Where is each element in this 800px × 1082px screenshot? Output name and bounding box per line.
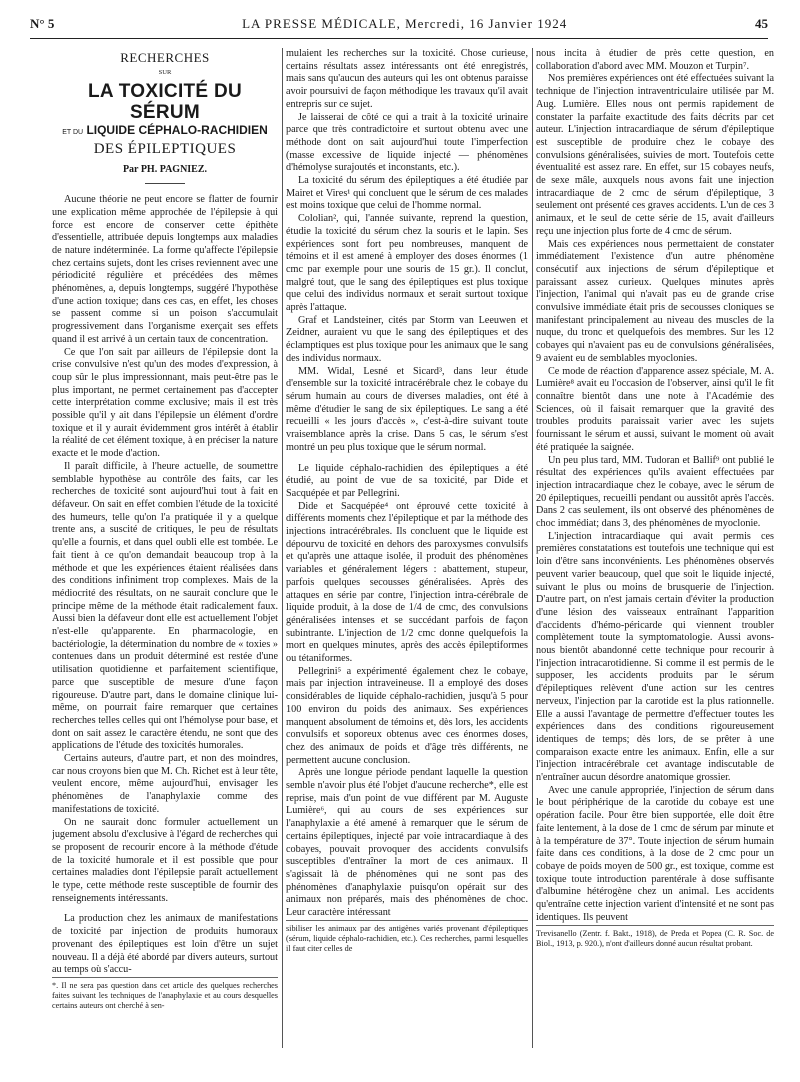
issue-number: N° 5 [30, 16, 55, 31]
footnote: *. Il ne sera pas question dans cet article des quelques recherches faites suivant les techniques de l'anaphylaxie et au cours desquelles certains auteurs ont cherché à sen- [52, 977, 278, 1011]
heading-rule [145, 183, 185, 184]
paragraph: Dide et Sacquépée⁴ ont éprouvé cette toxicité à différents moments chez l'épileptique et par la méthode des injections intracérébrales. Ils concluent que le liquide est dépourvu de toxicité en dehors des paroxysmes convulsifs et qu'après une attaque isolée, il produit des phénomènes variables et généralement légers : abattement, stupeur, parfois quelques secousses généralisées. Après des attaques en série par contre, l'injection intra-cérébrale de liquide produit, à la dose de 1/4 de cmc, des convulsions généralisées intenses et se succédant parfois de façon subintrante. L'injection de 1/2 cmc donne quelquefois la mort en quelques minutes, après des accès épileptiformes ou tétaniformes. [286, 500, 528, 665]
column-divider [282, 48, 283, 1048]
footnote: Trevisanello (Zentr. f. Bakt., 1918), de Preda et Popea (C. R. Soc. de Biol., 1913, p. 920.), n'ont d'ailleurs donné aucun résultat probant. [536, 925, 774, 949]
paragraph: Certains auteurs, d'autre part, et non des moindres, car nous croyons bien que M. Ch. Richet est à leur tête, veulent encore, même aujourd'hui, envisager les phénomènes de l'anaphylaxie comme des manifestations de toxicité. [52, 753, 278, 815]
article-sur: SUR [158, 68, 172, 76]
paragraph: Après une longue période pendant laquelle la question semble n'avoir plus été l'objet d'aucune recherche*, elle est reprise, mais d'un point de vue différent par M. Auguste Lumière⁶, qui au cours de ses expériences sur l'anaphylaxie a été amené à remarquer que le sérum de certains épileptiques, injecté par voie intracardiaque à des cobayes, pouvait provoquer des accidents convulsifs susceptibles d'entraîner la mort de ces animaux. Il s'agissait là de phénomènes qui ne sont pas des phénomènes d'anaphylaxie puisqu'on opérait sur des animaux non préparés, mais des phénomènes de choc. Leur caractère intéressant [286, 767, 528, 919]
paragraph: L'injection intracardiaque qui avait permis ces premières constatations est toutefois une technique qui est loin d'être sans inconvénients. Les phénomènes observés peuvent varier beaucoup, quel que soit le liquide injecté, suivant le plus ou moins de brusquerie de l'injection. D'autre part, on n'est jamais certain d'éviter la production d'une lésion des vaisseaux entraînant l'apparition d'accidents d'hémo-péricarde qui viennent troubler complètement toute la symptomatologie. Aussi avons-nous bientôt abandonné cette technique pour recourir à l'injection intracarotidienne. Si comme il est permis de le supposer, les accidents produits par le sérum d'épileptiques relèvent d'une action sur les centres nerveux, l'injection par la carotide est la plus rationnelle. Elle a aussi l'avantage de permettre d'effectuer toutes les expériences dans des conditions rigoureusement identiques de temps; dès lors, de se prêter à une comparaison exacte entre les animaux. Enfin, elle a sur l'injection intracérébrale cet avantage indiscutable de n'entraîner aucun désordre anatomique grossier. [536, 530, 774, 784]
column-3 [536, 48, 774, 1068]
paragraph: Ce mode de réaction d'apparence assez spéciale, M. A. Lumière⁸ avait eu l'occasion de l'observer, ainsi qu'il le fit connaître bientôt dans une note à l'Académie des Sciences, où il faisait remarquer que la gravité des troubles produits paraissait varier avec les sujets fournissant le sérum et aussi, suivant le moment où avait été pratiquée la saignée. [536, 365, 774, 453]
column-2 [286, 48, 528, 1068]
article-title-liquide: LIQUIDE CÉPHALO-RACHIDIEN [86, 123, 268, 138]
paragraph: On ne saurait donc formuler actuellement un jugement absolu d'exclusive à l'égard de recherches qui se proposent de recourir encore à la méthode d'étude de la toxicité humorale et il est possible que pour certaines maladies dont l'épilepsie paraît actuellement le type, cette méthode reste susceptible de fournir des renseignements intéressants. [52, 816, 278, 904]
article-title-sub [52, 123, 278, 140]
paragraph: Avec une canule appropriée, l'injection de sérum dans le bout périphérique de la carotide du cobaye est une opération facile. Pour être bien supportée, elle doit être faite lentement, à la dose de 1 cmc de sérum par minute et à la température de 37°. Toute injection de sérum humain faite dans ces conditions, à la dose de 2 cmc pour un cobaye de poids moyen de 500 gr., est toxique, comme est toxique toute introduction parentérale à dose suffisante d'albumine hétérogène chez un animal. Les accidents qu'entraîne cette injection varient d'intensité et ne sont pas identiques. Ils peuvent [536, 784, 774, 923]
paragraph: Je laisserai de côté ce qui a trait à la toxicité urinaire parce que très contradictoire et surtout obtenu avec une méthode dont on sait aujourd'hui toute l'imperfection (masse excessive de liquide injecté — phénomènes d'hémolyse surajoutés et inconstants, etc.). [286, 111, 528, 174]
page-number: 45 [754, 16, 768, 31]
paragraph: Mais ces expériences nous permettaient de constater immédiatement l'existence d'un autre phénomène consécutif aux injections de sérum d'épileptique et paraissant assez curieux. Quelques minutes après l'injection, l'animal qui n'avait pas eu de grande crise convulsive immédiate était pris de secousses cloniques se manifestant principalement au niveau des muscles de la nuque, du tronc et quelquefois des membres. Sur les 12 cobayes qui n'avaient pas eu de convulsions généralisées, 9 avaient eu de semblables myoclonies. [536, 238, 774, 364]
column-1 [52, 48, 278, 1068]
issue-date: , Mercredi, 16 Janvier 1924 [396, 16, 568, 31]
paragraph: Ce que l'on sait par ailleurs de l'épilepsie dont la crise convulsive n'est qu'un des modes d'expression, à coup sûr le plus impressionnant, mais peut-être pas le plus important, ne permet certainement pas d'accepter cette interprétation comme exclusive; mais il est très possible qu'il y ait dans l'épilepsie un élément d'ordre toxique et il y aurait évidemment gros intérêt à établir la réalité de cet élément toxique, à en préciser la nature exacte et le mode d'action. [52, 346, 278, 460]
paragraph: Il paraît difficile, à l'heure actuelle, de soumettre semblable hypothèse au contrôle des faits, car les recherches de toxicité sont aujourd'hui tout à fait en défaveur. On sait en effet combien l'étude de la toxicité des humeurs, telle qu'on l'a pratiquée il y a quelque trente ans, a suscité de critiques, le peu de résultats qu'elle a fournis, et dans quel oubli elle est tombée. Le fait tient à ce qu'on demandait beaucoup trop à la méthode et que les expériences étaient réalisées dans des conditions infiniment trop complexes. Mais de la médiocrité des résultats, on ne saurait conclure que le principe même de la méthode était radicalement faux. Aussi bien la défaveur dont elle est actuellement l'objet n'est-elle qu'apparente. En pharmacologie, en bactériologie, la détermination du nombre de « toxies » contenues dans un produit déterminé est restée d'une utilisation quotidienne et parfaitement scientifique, parce que susceptible de mesure d'une façon rigoureuse. D'autre part, dans le domaine clinique lui-même, on pourrait faire remarquer que certaines recherches telles celles qui ont l'hémolyse pour base, et dont on sait assez le caractère étendu, ne sont que des applications de l'étude des toxicités humorales. [52, 460, 278, 752]
header-rule [30, 38, 768, 39]
paragraph: Cololian², qui, l'année suivante, reprend la question, étudie la toxicité du sérum chez la souris et le lapin. Ses expériences sont fort peu nombreuses, manquent de témoins et il est amené à employer des doses énormes (1 cmc par exemple pour une souris de 15 gr.). Il conclut, malgré tout, que le sang des épileptiques est plus toxique que celui des individus normaux et serait surtout toxique après l'attaque. [286, 213, 528, 314]
paragraph: Graf et Landsteiner, cités par Storm van Leeuwen et Zeidner, auraient vu que le sang des épileptiques et des éclamptiques est plus toxique pour les animaux que le sang des individus normaux. [286, 314, 528, 364]
article-et: ET DU [62, 129, 84, 137]
article-title-tail: DES ÉPILEPTIQUES [93, 141, 237, 158]
article-title-main: LA TOXICITÉ DU SÉRUM [87, 81, 243, 124]
paragraph: La production chez les animaux de manifestations de toxicité par injection de produits humoraux provenant des épileptiques est loin d'être un sujet nouveau. Il a déjà été abordé par divers auteurs, surtout au temps où s'accu- [52, 913, 278, 976]
page-header [30, 16, 768, 38]
paragraph: MM. Widal, Lesné et Sicard³, dans leur étude d'ensemble sur la toxicité intracérébrale chez le cobaye du sérum humain au cours de diverses maladies, ont été à même d'étudier le sang de six épileptiques. Le sang a été recueilli « les jours d'accès », c'est-à-dire suivant toute vraisemblance après la crise. Dans 5 cas, le sérum s'est montré un peu plus toxique que le sérum normal. [286, 365, 528, 453]
paragraph: La toxicité du sérum des épileptiques a été étudiée par Mairet et Vires¹ qui concluent que le sérum de ces malades est moins toxique que celui de l'homme normal. [286, 175, 528, 212]
paragraph: mulaient les recherches sur la toxicité. Chose curieuse, certains résultats assez intéressants ont été enregistrés, mais sans qu'aucun des auteurs qui les ont obtenus paraisse avoir poursuivi de façon méthodique les travaux qu'il avait entrepris sur ce sujet. [286, 48, 528, 110]
paragraph: nous incita à étudier de près cette question, en collaboration d'abord avec MM. Mouzon et Turpin⁷. [536, 48, 774, 72]
paragraph: Aucune théorie ne peut encore se flatter de fournir une explication même approchée de l'épilepsie à qui force est encore de conserver cette épithète d'essentielle, attribuée depuis longtemps aux maladies de nature indéterminée. La forme qu'affecte l'épilepsie chez certains sujets, dont les crises reviennent avec une périodicité régulière et précédées des mêmes phénomènes, a, depuis longtemps, suggéré l'hypothèse d'une action toxique; dans ces cas, en effet, les choses se passent comme si un poison s'accumulait progressivement dans l'organisme exerçait ses effets quand il est arrivé à un certain taux de concentration. [52, 194, 278, 345]
article-heading [52, 52, 278, 184]
journal-name: LA PRESSE MÉDICALE [242, 16, 397, 31]
article-kicker: RECHERCHES [120, 50, 210, 65]
paragraph: Pellegrini⁵ a expérimenté également chez le cobaye, mais par injection intraveineuse. Il a employé des doses considérables de liquide céphalo-rachidien, jusqu'à 5 pour 100 environ du poids des animaux. Ses expériences manquent absolument de témoins et, dès lors, les accidents convulsifs et soporeux obtenus avec ces énormes doses, chez des animaux de poids et d'âge très différents, ne permettent aucune conclusion. [286, 665, 528, 766]
paragraph: Un peu plus tard, MM. Tudoran et Ballif⁹ ont publié le résultat des expériences qu'ils avaient effectuées par injection intracardiaque chez le cobaye, avec le sérum de 20 épileptiques, recueilli pendant ou aussitôt après l'accès. Dans 2 cas seulement, ils ont observé des phénomènes de choc immédiat; dans 3, des phénomènes de myoclonie. [536, 454, 774, 530]
paragraph: Le liquide céphalo-rachidien des épileptiques a été étudié, au point de vue de sa toxicité, par Dide et Sacquépée et par Pellegrini. [286, 462, 528, 499]
paragraph: Nos premières expériences ont été effectuées suivant la technique de l'injection intraventriculaire utilisée par M. Aug. Lumière. Elles nous ont permis rapidement de constater la parfaite exactitude des faits décrits par cet auteur. L'injection intracardiaque de sérum d'épileptique est susceptible de produire chez le cobaye des convulsions généralisées, suivies de mort. Toutefois cette éventualité est assez rare. En effet, sur 15 cobayes neufs, de sexe mâle, auxquels nous avons fait une injection intracardiaque de 2 cmc de sérum d'épileptique, 3 seulement ont présenté ces graves accidents. L'un de ces 3 animaux, et le seul de cette série de 15, avait d'ailleurs reçu une injection plus forte de 4 cmc de sérum. [536, 73, 774, 237]
footnote: sibiliser les animaux par des antigènes variés provenant d'épileptiques (sérum, liquide céphalo-rachidien, etc.). Ces recherches, parmi lesquelles il faut citer celles de [286, 920, 528, 954]
article-author: Par PH. PAGNIEZ. [122, 164, 208, 176]
running-title [242, 16, 567, 32]
column-divider [532, 48, 533, 1048]
